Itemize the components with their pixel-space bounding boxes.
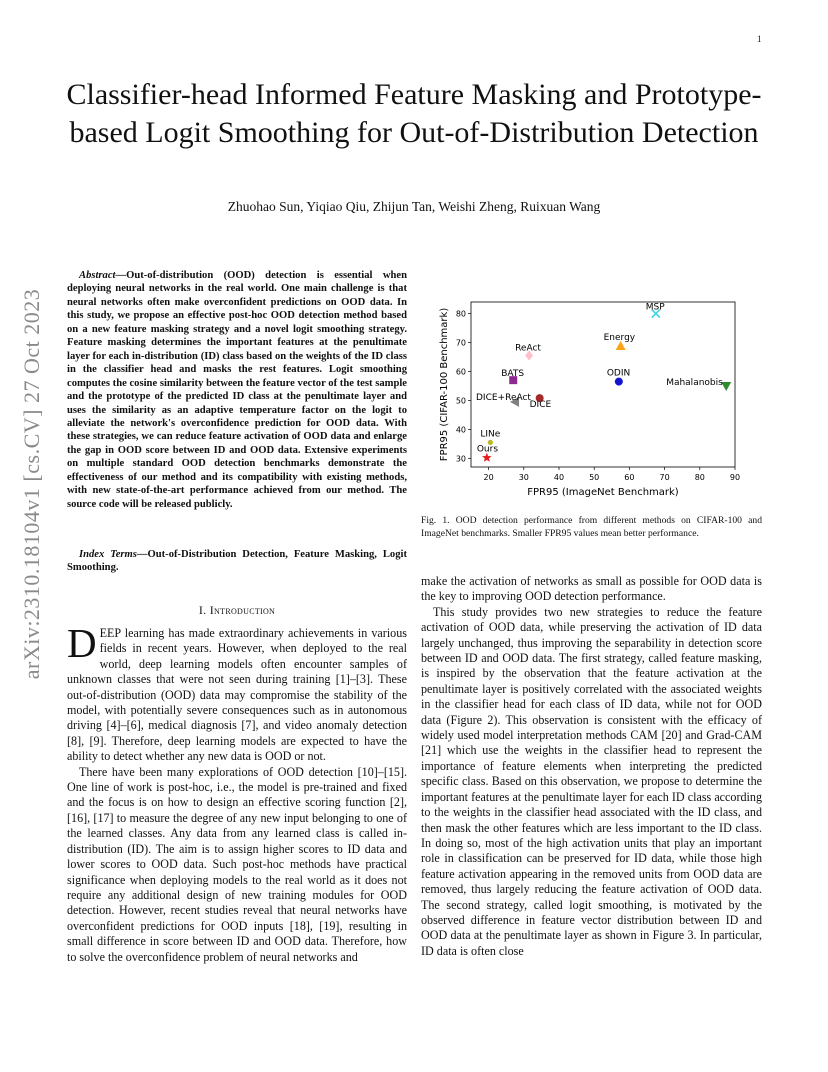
point-label: BATS bbox=[501, 369, 525, 380]
x-tick-label: 80 bbox=[694, 473, 705, 482]
x-tick-label: 70 bbox=[659, 473, 670, 482]
abstract-label: Abstract bbox=[79, 270, 116, 281]
figure-1-chart bbox=[433, 292, 763, 504]
x-axis-label: FPR95 (ImageNet Benchmark) bbox=[527, 487, 679, 498]
point-label: LINe bbox=[480, 429, 501, 440]
section-title: Introduction bbox=[209, 603, 276, 617]
right-paragraph-2: This study provides two new strategies to reduce the feature activation of OOD data, while preserving the activation of ID data largely unchanged, thus improving the separability in detection score between ID and OOD data. The first strategy, called feature masking, is inspired by the observation that the feature activation at the penultimate layer is positively correlated with the associated weights in the classifier head for each class of ID data, while not for OOD data (Figure 2). This observation is consistent with the efficacy of widely used model interpretation methods CAM [20] and Grad-CAM [21] which use the weights in the classifier head to represent the importance of feature elements when interpreting the predicted specific class. Based on this observation, we propose to determine the important features at the penultimate layer for each ID class according to the weights in the classifier head associated with the ID class, and then mask the other features which are less important to the ID class. In doing so, most of the high activation units that play an important role in classification can be preserved for ID data, while those high feature activation appearing in the removed units from OOD data are removed, thus largely reducing the feature activation of OOD data. The second strategy, called logit smoothing, is motivated by the observed difference in feature vector distribution between ID and OOD data at the penultimate layer as shown in Figure 3. In particular, ID data is often close bbox=[421, 604, 762, 958]
introduction bbox=[67, 620, 407, 965]
y-tick-label: 40 bbox=[455, 425, 466, 435]
intro-paragraph-2: There have been many explorations of OOD detection [10]–[15]. One line of work is post-hoc, i.e., the model is pre-trained and fixed and the focus is on how to design an effective scoring function [2], [16], [17] to measure the degree of any new input belonging to one of the learned classes. Any data from any learned class is called in-distribution (ID). The aim is to assign higher scores to ID data and lower scores to OOD data. Such post-hoc methods have practical significance when deploying models to the real world as it does not require any additional design of new training modules for OOD detection. However, recent studies reveal that neural networks have overconfident predictions for OOD inputs [18], [19], resulting in small difference in score between ID and OOD data. Therefore, how to solve the overconfidence problem of neural networks and bbox=[67, 764, 407, 964]
y-tick-label: 60 bbox=[455, 367, 466, 377]
index-terms bbox=[67, 548, 407, 575]
point-label: DICE bbox=[529, 400, 552, 411]
y-axis-label: FPR95 (CIFAR-100 Benchmark) bbox=[439, 307, 450, 462]
figure-caption: Fig. 1. OOD detection performance from different methods on CIFAR-100 and ImageNet benchmarks. Smaller FPR95 values mean better performance. bbox=[421, 515, 762, 539]
point-label: MSP bbox=[645, 302, 665, 313]
drop-cap: D bbox=[67, 620, 97, 666]
abstract bbox=[67, 269, 407, 511]
x-tick-label: 30 bbox=[518, 473, 529, 482]
section-heading bbox=[67, 603, 407, 618]
authors: Zhuohao Sun, Yiqiao Qiu, Zhijun Tan, Weishi Zheng, Ruixuan Wang bbox=[227, 199, 601, 214]
point-odin bbox=[615, 378, 623, 386]
abstract-text: —Out-of-distribution (OOD) detection is essential when deploying neural networks in the real world. One main challenge is that neural networks often make overconfident predictions on OOD data. In this study, we propose an effective post-hoc OOD detection method based on a new feature masking strategy and a novel logit smoothing strategy. Feature masking determines the important features at the penultimate layer for each in-distribution (ID) class based on the weights of the ID class in the classifier head and masks the rest features. Logit smoothing computes the cosine similarity between the feature vector of the test sample and the prototype of the predicted ID class at the penultimate layer and uses the similarity as an adaptive temperature factor on the logit to alleviate the network's overconfidence prediction for OOD data. With these strategies, we can reduce feature activation of OOD data and enlarge the gap in OOD score between ID and OOD data. Extensive experiments on multiple standard OOD detection benchmarks demonstrate the effectiveness of our method and its compatibility with existing methods, with new state-of-the-art performance achieved from our method. The source code will be released publicly. bbox=[67, 270, 407, 510]
point-label: ReAct bbox=[515, 343, 541, 354]
point-label: Energy bbox=[603, 333, 636, 343]
point-label: DICE+ReAct bbox=[476, 392, 531, 403]
index-terms-text: —Out-of-Distribution Detection, Feature Masking, Logit Smoothing. bbox=[67, 549, 407, 574]
y-tick-label: 80 bbox=[455, 309, 466, 319]
point-label: Mahalanobis bbox=[666, 377, 723, 388]
x-tick-label: 20 bbox=[483, 473, 494, 482]
intro-paragraph-1-text: EEP learning has made extraordinary achievements in various fields in recent years. However, when deployed to the real world, deep learning models often encounter samples of unknown classes that were not seen during training [1]–[3]. These out-of-distribution (OOD) data may compromise the stability of the model, with potentially severe consequences such as in autonomous driving [4]–[6], medical diagnosis [7], and video anomaly detection [8], [9]. Therefore, deep learning models are expected to have the ability to detect whether any new data is OOD or not. bbox=[67, 626, 407, 764]
right-paragraph-1: make the activation of networks as small as possible for OOD data is the key to improving OOD detection performance. bbox=[421, 574, 762, 604]
paper-title: Classifier-head Informed Feature Masking and Prototype-based Logit Smoothing for Out-of-Distribution Detection bbox=[66, 78, 762, 149]
y-tick-label: 30 bbox=[455, 454, 466, 464]
y-tick-label: 50 bbox=[455, 396, 466, 406]
intro-paragraph-1 bbox=[67, 620, 407, 765]
point-label: Ours bbox=[476, 444, 499, 455]
arxiv-stamp: arXiv:2310.18104v1 [cs.CV] 27 Oct 2023 bbox=[19, 288, 44, 680]
y-tick-label: 70 bbox=[455, 338, 466, 348]
page-number: 1 bbox=[757, 34, 762, 44]
section-number: I. bbox=[198, 603, 207, 617]
x-tick-label: 60 bbox=[624, 473, 635, 482]
point-label: ODIN bbox=[606, 368, 631, 379]
x-tick-label: 90 bbox=[729, 473, 741, 482]
x-tick-label: 50 bbox=[589, 473, 600, 482]
right-column-text bbox=[421, 574, 762, 959]
index-terms-label: Index Terms bbox=[79, 549, 137, 560]
x-tick-label: 40 bbox=[553, 473, 565, 482]
